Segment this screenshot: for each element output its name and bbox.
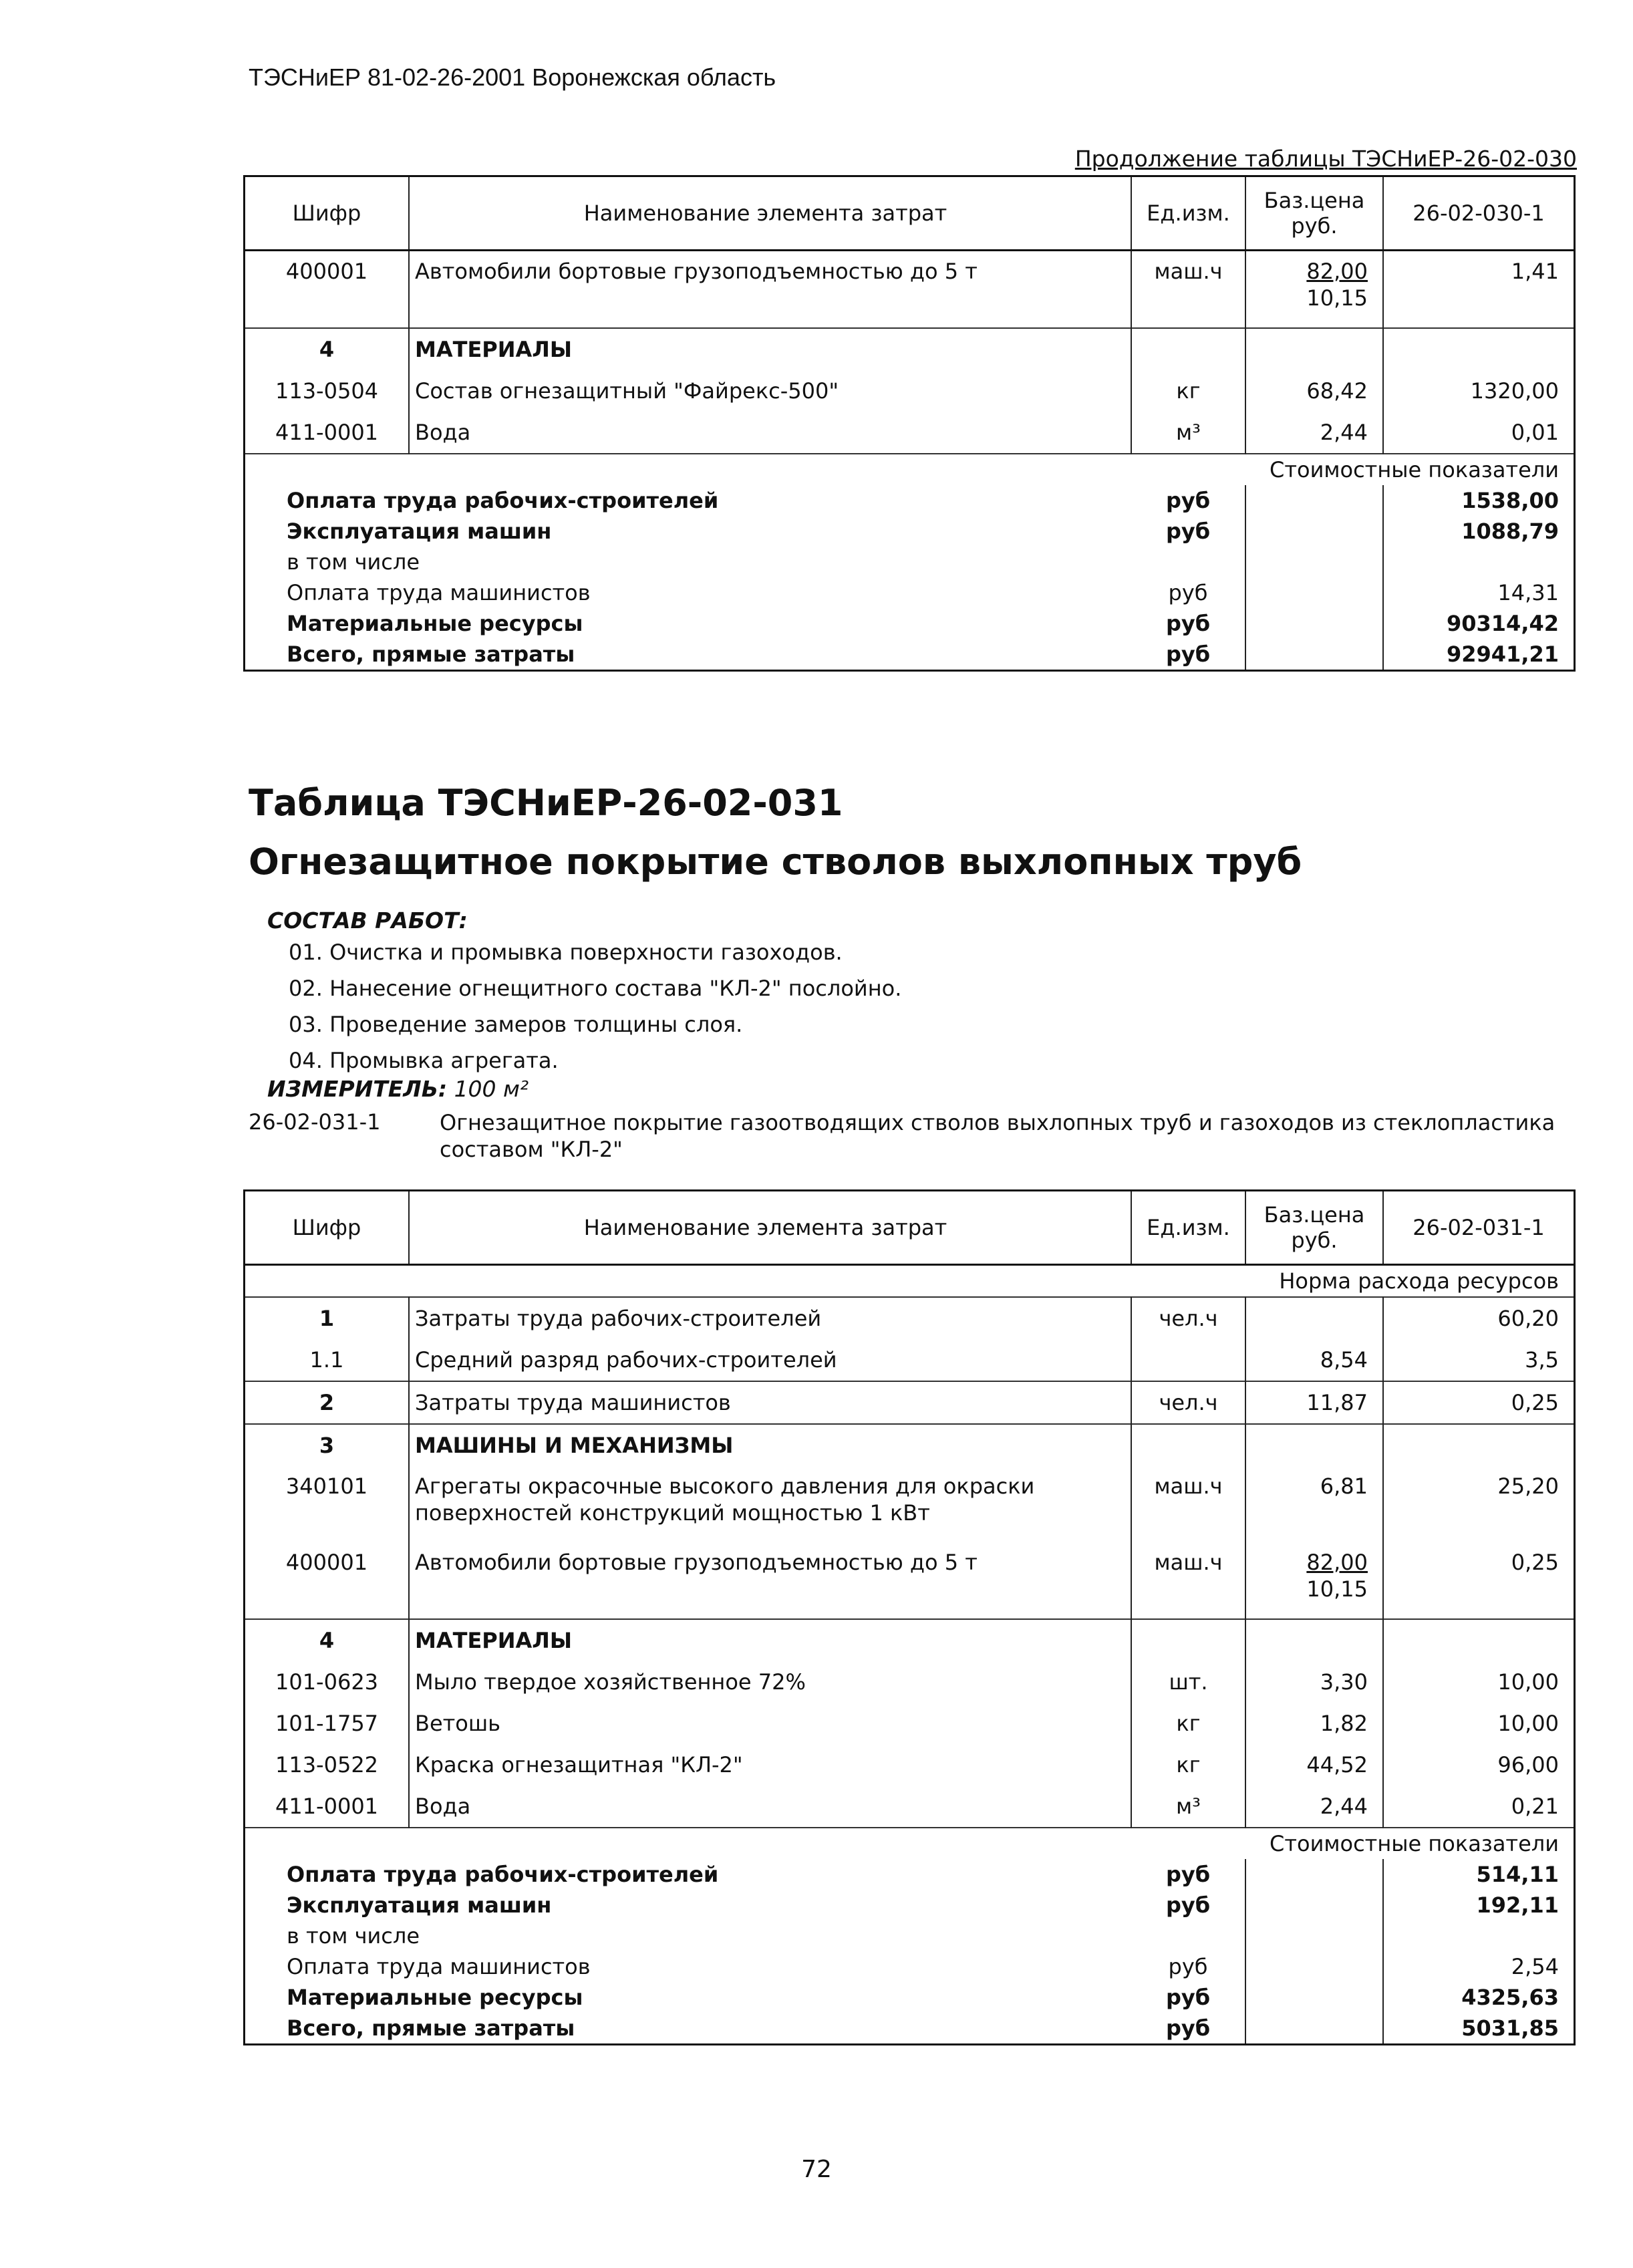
norm-header: Норма расхода ресурсов — [1279, 1268, 1559, 1294]
row-name: Затраты труда рабочих-строителей — [409, 1297, 1131, 1339]
row-price: 6,81 — [1245, 1466, 1383, 1542]
norm-description: Огнезащитное покрытие газоотводящих стволов выхлопных труб и газоходов из стеклопластика составом "КЛ-2" — [440, 1110, 1555, 1162]
row-name: Затраты труда машинистов — [409, 1381, 1131, 1424]
row-unit: чел.ч — [1131, 1381, 1245, 1424]
section-code: 4 — [245, 328, 410, 370]
norm-header-row — [245, 1265, 1575, 1298]
table-subtitle: Огнезащитное покрытие стволов выхлопных труб — [249, 841, 1302, 883]
header-code: Шифр — [245, 1191, 410, 1265]
summary-unit: руб — [1131, 577, 1245, 608]
row-name: Средний разряд рабочих-строителей — [409, 1339, 1131, 1381]
summary-value: 4325,63 — [1461, 1985, 1559, 2010]
summary-unit: руб — [1131, 1890, 1245, 1921]
table-header-row — [245, 176, 1575, 251]
row-price: 3,30 — [1245, 1661, 1383, 1703]
summary-row — [245, 1951, 1575, 1982]
price-sub-value: 10,15 — [1306, 285, 1368, 311]
row-unit: чел.ч — [1131, 1297, 1245, 1339]
row-value: 3,5 — [1525, 1347, 1559, 1373]
section-row — [245, 328, 1575, 370]
section-row — [245, 1619, 1575, 1661]
row-unit: маш.ч — [1131, 1466, 1245, 1542]
price-value: 82,00 — [1306, 259, 1368, 284]
summary-row — [245, 1890, 1575, 1921]
table-row — [245, 1661, 1575, 1703]
row-unit: м³ — [1131, 1786, 1245, 1828]
table-header-row — [245, 1191, 1575, 1265]
section-title: МАТЕРИАЛЫ — [409, 328, 1131, 370]
table-row — [245, 251, 1575, 329]
row-code: 340101 — [245, 1466, 410, 1542]
work-list — [289, 934, 901, 1079]
table-row — [245, 1703, 1575, 1744]
summary-name: Эксплуатация машин — [287, 519, 552, 544]
row-unit — [1131, 1339, 1245, 1381]
work-composition-label: СОСТАВ РАБОТ: — [267, 907, 468, 934]
table-row — [245, 370, 1575, 412]
meter-label: ИЗМЕРИТЕЛЬ: — [267, 1076, 448, 1102]
summary-row — [245, 608, 1575, 639]
row-value: 0,01 — [1511, 420, 1559, 445]
row-unit: маш.ч — [1131, 1542, 1245, 1619]
row-price: 1,82 — [1245, 1703, 1383, 1744]
row-value: 0,25 — [1383, 1381, 1575, 1424]
page-number: 72 — [801, 2156, 832, 2183]
row-unit: м³ — [1131, 412, 1245, 454]
summary-row — [245, 577, 1575, 608]
table-row — [245, 1297, 1575, 1339]
row-name: Состав огнезащитный "Файрекс-500" — [409, 370, 1131, 412]
row-price: 2,44 — [1245, 412, 1383, 454]
summary-unit: руб — [1131, 2013, 1245, 2045]
row-price: 8,54 — [1245, 1339, 1383, 1381]
row-value: 25,20 — [1497, 1473, 1559, 1499]
row-code: 411-0001 — [245, 1786, 410, 1828]
cost-header-row — [245, 454, 1575, 485]
summary-unit: руб — [1131, 639, 1245, 671]
table-row — [245, 1466, 1575, 1542]
row-value: 0,21 — [1511, 1794, 1559, 1819]
row-code: 2 — [245, 1381, 410, 1424]
cost-header: Стоимостные показатели — [245, 454, 1575, 485]
summary-row — [245, 516, 1575, 547]
row-name: Ветошь — [409, 1703, 1131, 1744]
summary-name: Оплата труда рабочих-строителей — [287, 1862, 719, 1887]
cost-header-row — [245, 1828, 1575, 1859]
row-name: Агрегаты окрасочные высокого давления для окраски поверхностей конструкций мощностью 1 кВт — [409, 1466, 1131, 1542]
price-value: 82,00 — [1306, 1550, 1368, 1575]
header-name: Наименование элемента затрат — [409, 1191, 1131, 1265]
header-price: Баз.цена руб. — [1245, 1191, 1383, 1265]
row-code: 113-0504 — [245, 370, 410, 412]
row-name: Вода — [409, 1786, 1131, 1828]
row-price — [1245, 251, 1383, 329]
cost-table-031 — [243, 1189, 1576, 2045]
header-price: Баз.цена руб. — [1245, 176, 1383, 251]
row-price — [1245, 1297, 1383, 1339]
summary-name: Эксплуатация машин — [287, 1892, 552, 1918]
row-unit: кг — [1131, 370, 1245, 412]
row-code: 400001 — [245, 251, 410, 329]
section-code: 4 — [245, 1619, 410, 1661]
list-item: 02. Нанесение огнещитного состава "КЛ-2" послойно. — [289, 976, 902, 1001]
header-unit: Ед.изм. — [1131, 176, 1245, 251]
row-code: 101-1757 — [245, 1703, 410, 1744]
summary-unit: руб — [1131, 608, 1245, 639]
row-price: 2,44 — [1245, 1786, 1383, 1828]
header-code: Шифр — [245, 176, 410, 251]
row-name: Вода — [409, 412, 1131, 454]
summary-name: в том числе — [287, 549, 420, 575]
row-unit: кг — [1131, 1703, 1245, 1744]
row-price: 44,52 — [1245, 1744, 1383, 1786]
summary-name: Материальные ресурсы — [287, 1985, 583, 2010]
summary-unit: руб — [1131, 516, 1245, 547]
summary-value: 192,11 — [1476, 1892, 1559, 1918]
cost-table-030 — [243, 175, 1576, 672]
row-code: 400001 — [245, 1542, 410, 1619]
row-code: 113-0522 — [245, 1744, 410, 1786]
summary-row — [245, 547, 1575, 577]
row-price — [1245, 1542, 1383, 1619]
summary-unit: руб — [1131, 1859, 1245, 1890]
summary-name: Материальные ресурсы — [287, 611, 583, 636]
header-norm-code: 26-02-030-1 — [1383, 176, 1575, 251]
row-value: 96,00 — [1497, 1752, 1559, 1778]
document-header: ТЭСНиЕР 81-02-26-2001 Воронежская область — [249, 63, 776, 91]
summary-name: Оплата труда машинистов — [287, 580, 591, 605]
summary-value: 5031,85 — [1461, 2015, 1559, 2041]
summary-name: Всего, прямые затраты — [287, 642, 575, 667]
row-value: 1,41 — [1511, 259, 1559, 284]
meter-value: 100 м² — [454, 1076, 529, 1102]
summary-row — [245, 1982, 1575, 2013]
row-price: 11,87 — [1245, 1381, 1383, 1424]
list-item: 03. Проведение замеров толщины слоя. — [289, 1012, 743, 1037]
summary-name: Всего, прямые затраты — [287, 2015, 575, 2041]
row-value: 1320,00 — [1470, 378, 1559, 404]
row-unit: шт. — [1131, 1661, 1245, 1703]
row-name: Мыло твердое хозяйственное 72% — [409, 1661, 1131, 1703]
summary-unit: руб — [1131, 1951, 1245, 1982]
cost-header: Стоимостные показатели — [245, 1828, 1575, 1859]
table-row — [245, 1381, 1575, 1424]
summary-value: 1538,00 — [1461, 488, 1559, 513]
table-continuation-note: Продолжение таблицы ТЭСНиЕР-26-02-030 — [1074, 146, 1577, 172]
header-unit: Ед.изм. — [1131, 1191, 1245, 1265]
summary-value: 514,11 — [1476, 1862, 1559, 1887]
row-code: 101-0623 — [245, 1661, 410, 1703]
summary-value: 2,54 — [1511, 1954, 1559, 1979]
row-unit: кг — [1131, 1744, 1245, 1786]
row-code: 1.1 — [245, 1339, 410, 1381]
row-value: 10,00 — [1497, 1711, 1559, 1736]
summary-name: Оплата труда машинистов — [287, 1954, 591, 1979]
summary-value: 92941,21 — [1446, 642, 1559, 667]
section-title: МАШИНЫ И МЕХАНИЗМЫ — [409, 1424, 1131, 1466]
row-value: 10,00 — [1497, 1669, 1559, 1695]
header-name: Наименование элемента затрат — [409, 176, 1131, 251]
summary-row — [245, 2013, 1575, 2045]
row-name: Автомобили бортовые грузоподъемностью до 5 т — [409, 251, 1131, 329]
summary-unit: руб — [1131, 1982, 1245, 2013]
summary-row — [245, 485, 1575, 516]
section-title: МАТЕРИАЛЫ — [409, 1619, 1131, 1661]
summary-row — [245, 1921, 1575, 1951]
summary-value: 1088,79 — [1461, 519, 1559, 544]
summary-name: в том числе — [287, 1923, 420, 1949]
row-value: 60,20 — [1383, 1297, 1575, 1339]
row-code: 1 — [245, 1297, 410, 1339]
row-code: 411-0001 — [245, 412, 410, 454]
row-name: Автомобили бортовые грузоподъемностью до 5 т — [409, 1542, 1131, 1619]
section-row — [245, 1424, 1575, 1466]
table-row — [245, 1339, 1575, 1381]
summary-row — [245, 639, 1575, 671]
price-sub-value: 10,15 — [1306, 1576, 1368, 1602]
summary-row — [245, 1859, 1575, 1890]
header-norm-code: 26-02-031-1 — [1383, 1191, 1575, 1265]
table-row — [245, 1542, 1575, 1619]
summary-name: Оплата труда рабочих-строителей — [287, 488, 719, 513]
list-item: 04. Промывка агрегата. — [289, 1048, 559, 1073]
norm-code: 26-02-031-1 — [249, 1109, 381, 1135]
meter-line — [267, 1076, 529, 1102]
row-value: 0,25 — [1511, 1550, 1559, 1575]
list-item: 01. Очистка и промывка поверхности газоходов. — [289, 940, 843, 965]
row-price: 68,42 — [1245, 370, 1383, 412]
summary-value: 14,31 — [1497, 580, 1559, 605]
summary-value: 90314,42 — [1446, 611, 1559, 636]
row-name: Краска огнезащитная "КЛ-2" — [409, 1744, 1131, 1786]
row-unit: маш.ч — [1131, 251, 1245, 329]
summary-unit: руб — [1131, 485, 1245, 516]
table-row — [245, 1786, 1575, 1828]
table-title: Таблица ТЭСНиЕР-26-02-031 — [249, 782, 843, 824]
table-row — [245, 1744, 1575, 1786]
section-code: 3 — [245, 1424, 410, 1466]
table-row — [245, 412, 1575, 454]
